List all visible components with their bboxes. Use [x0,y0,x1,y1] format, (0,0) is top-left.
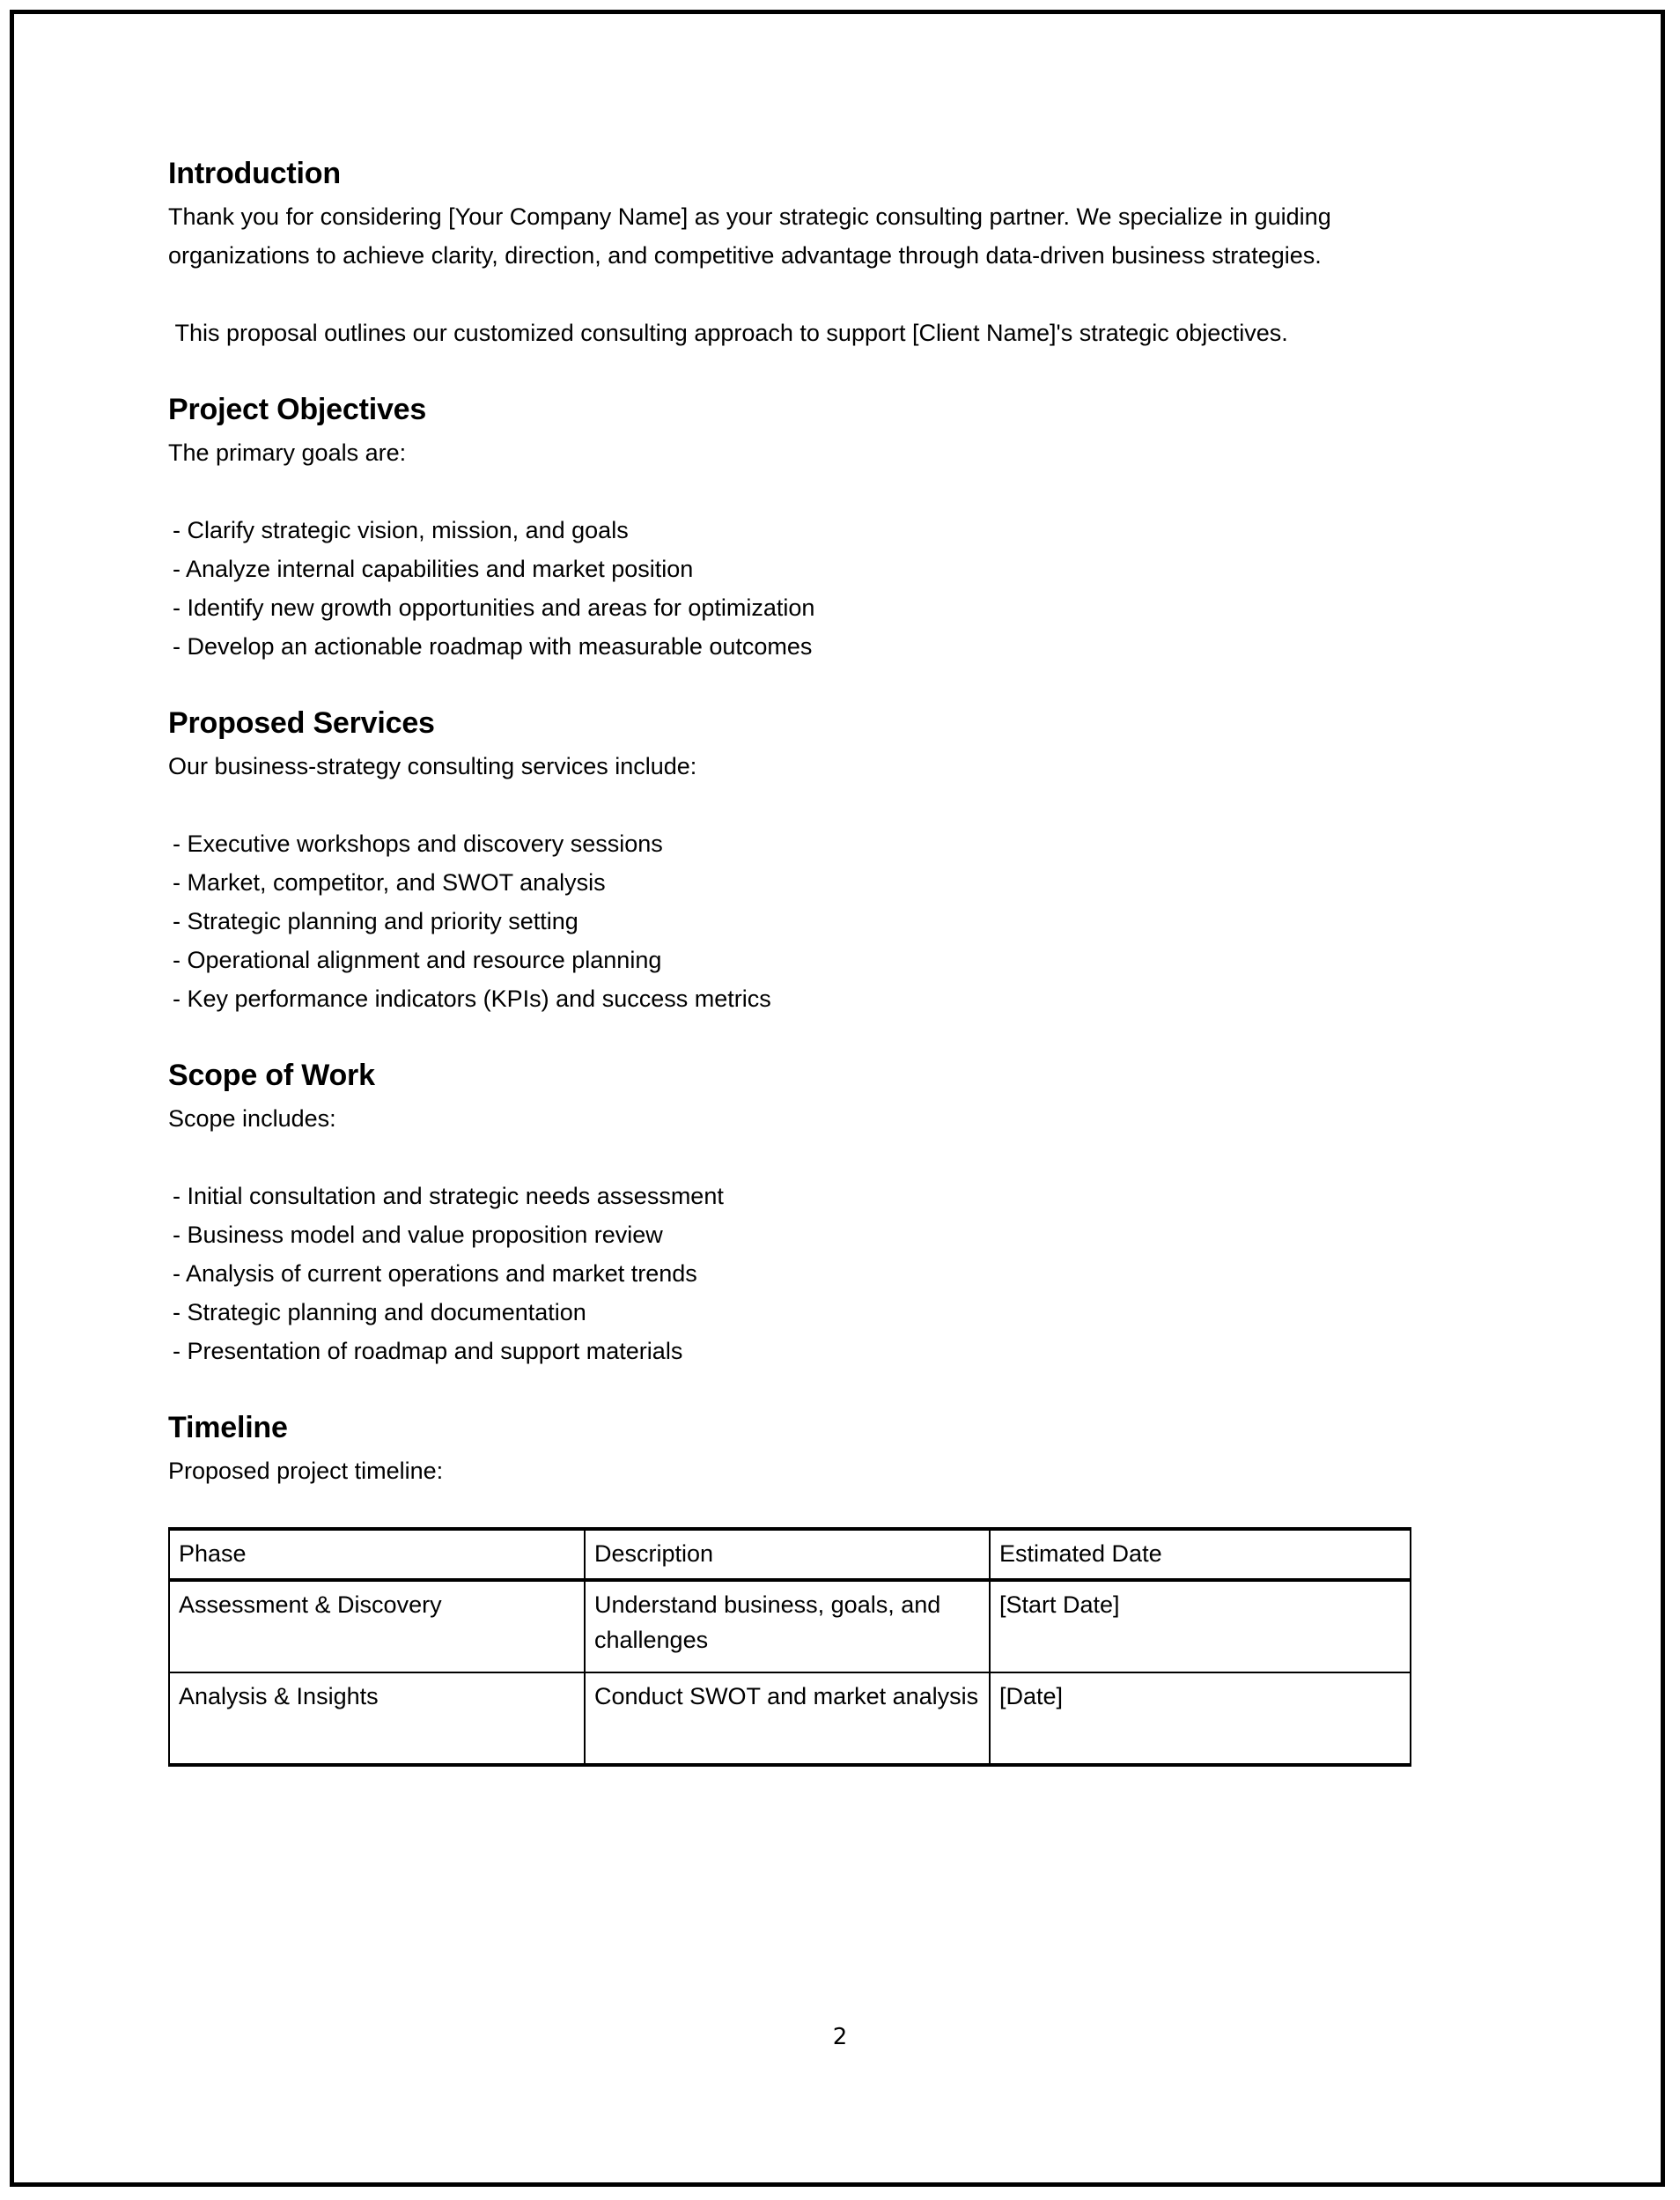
scope-of-work-intro: Scope includes: [168,1105,336,1132]
section-introduction [168,155,1427,352]
introduction-paragraph-1: Thank you for considering [Your Company Name] as your strategic consulting partner. We specialize in guiding organizations to achieve clarity, direction, and competitive advantage through data-driven business strategies. [168,203,1338,269]
spacer [168,1370,1427,1409]
scope-of-work-list [168,1177,1427,1370]
spacer [168,275,1427,314]
spacer [168,352,1427,391]
spacer [168,1138,1427,1177]
cell-description: Understand business, goals, and challenges [585,1580,990,1672]
list-item: - Strategic planning and documentation [173,1299,586,1325]
list-item: - Presentation of roadmap and support materials [173,1338,683,1364]
spacer [168,786,1427,824]
section-project-objectives [168,391,1427,666]
list-item: - Analyze internal capabilities and market position [173,556,694,582]
list-item: - Key performance indicators (KPIs) and success metrics [173,986,771,1012]
cell-phase: Assessment & Discovery [169,1580,585,1672]
spacer [168,472,1427,511]
project-objectives-list [168,511,1427,666]
list-item: - Market, competitor, and SWOT analysis [173,869,606,896]
proposed-services-list [168,824,1427,1018]
list-item: - Analysis of current operations and market trends [173,1260,697,1287]
cell-phase: Analysis & Insights [169,1672,585,1765]
cell-description: Conduct SWOT and market analysis [585,1672,990,1765]
heading-timeline: Timeline [168,1411,288,1444]
heading-project-objectives: Project Objectives [168,393,427,426]
list-item: - Strategic planning and priority setting [173,908,578,934]
list-item: - Clarify strategic vision, mission, and goals [173,517,629,543]
introduction-paragraph-2: This proposal outlines our customized consulting approach to support [Client Name]'s strategic objectives. [168,320,1288,346]
heading-introduction: Introduction [168,157,341,190]
column-header-description: Description [585,1529,990,1580]
column-header-phase: Phase [169,1529,585,1580]
spacer [168,1018,1427,1057]
spacer [168,1490,1427,1527]
project-objectives-intro: The primary goals are: [168,439,407,466]
column-header-estimated-date: Estimated Date [990,1529,1411,1580]
table-row [169,1672,1411,1765]
document-content [168,155,1427,1767]
list-item: - Business model and value proposition review [173,1222,663,1248]
list-item: - Operational alignment and resource planning [173,947,662,973]
page-number: 2 [832,2024,848,2050]
spacer [168,666,1427,705]
proposed-services-intro: Our business-strategy consulting services include: [168,753,697,779]
heading-proposed-services: Proposed Services [168,706,435,740]
section-proposed-services [168,705,1427,1018]
list-item: - Develop an actionable roadmap with measurable outcomes [173,633,813,660]
timeline-intro: Proposed project timeline: [168,1458,444,1484]
heading-scope-of-work: Scope of Work [168,1059,375,1092]
timeline-table [168,1527,1411,1767]
section-timeline [168,1409,1427,1767]
cell-estimated-date: [Date] [990,1672,1411,1765]
list-item: - Executive workshops and discovery sessions [173,831,663,857]
cell-estimated-date: [Start Date] [990,1580,1411,1672]
list-item: - Identify new growth opportunities and areas for optimization [173,594,815,621]
table-header-row [169,1529,1411,1580]
table-row [169,1580,1411,1672]
list-item: - Initial consultation and strategic needs assessment [173,1183,724,1209]
section-scope-of-work [168,1057,1427,1370]
